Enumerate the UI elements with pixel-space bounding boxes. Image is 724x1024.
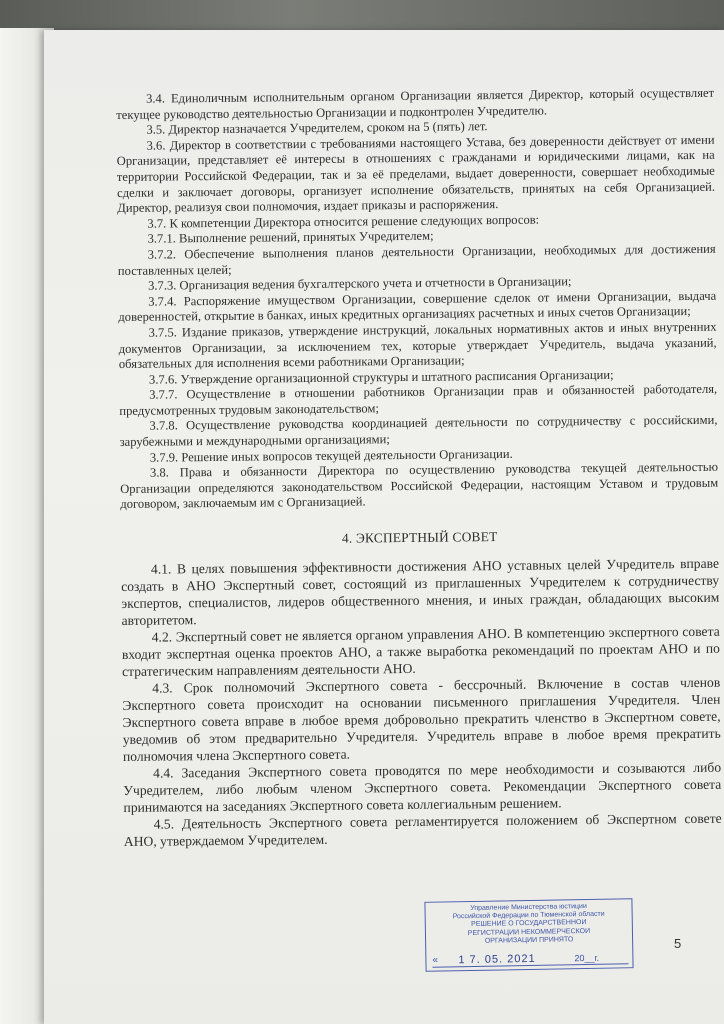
paragraph-4-4: 4.4. Заседания Экспертного совета проводятся по мере необходимости и созываются либо Учредителем, либо любым членом Экспертного совета. Рекомендации Экспертного совета принимаются на заседаниях Экспертного совета коллегиальным решением.	[123, 759, 722, 815]
document-page	[44, 30, 724, 1024]
paragraph-3-6: 3.6. Директор в соответствии с требованиями настоящего Устава, без доверенности действует от имени Организации, представляет её интересы в отношениях с гражданами и юридическими лицами, как на территории Российской Федерации, так и за её пределами, выдает доверенности, совершает необходимые сделки и заключает договоры, организует исполнение обязательств, принятых на себя Организацией. Директор, реализуя свои полномочия, издает приказы и распоряжения.	[116, 132, 716, 216]
stamp-line-2: Российской Федерации по Тюменской области	[452, 910, 605, 921]
section-3-paragraphs	[116, 86, 718, 513]
paragraph-3-7-5: 3.7.5. Издание приказов, утверждение инструкций, локальных нормативных актов и иных внутренних документов Организации, за исключением тех, которые утверждает Учредитель, выдача указаний, обязательных для исполнения всеми работниками Организации;	[118, 319, 717, 372]
paragraph-3-7-8: 3.7.8. Осуществление руководства координацией деятельности по сотрудничеству с российскими, зарубежными и международными организациями;	[119, 413, 718, 450]
stamp-year-suffix: 20__г.	[574, 952, 600, 964]
paragraph-3-7-2: 3.7.2. Обеспечение выполнения планов деятельности Организации, необходимых для достижения поставленных целей;	[117, 241, 716, 278]
stamp-date-quote: «	[432, 954, 439, 966]
paragraph-4-5: 4.5. Деятельность Экспертного совета регламентируется положением об Экспертном совете АНО, утверждаемом Учредителем.	[123, 810, 722, 849]
stamp-date-value: 1 7. 05. 2021	[458, 952, 536, 967]
paragraph-4-1: 4.1. В целях повышения эффективности достижения АНО уставных целей Учредитель вправе создать в АНО Экспертный совет, состоящий из приглашенных Учредителем к сотрудничеству экспертов, специалистов, лидеров общественного мнения, и иных граждан, обладающих высоким авторитетом.	[121, 555, 720, 628]
stamp-line-1: Управление Министерства юстиции	[470, 902, 587, 913]
page-number: 5	[674, 936, 682, 951]
paragraph-3-4: 3.4. Единоличным исполнительным органом Организации является Директор, который осуществляет текущее руководство деятельностью Организации и подконтролен Учредителю.	[116, 85, 715, 122]
paragraph-3-7-3: 3.7.3. Организация ведения бухгалтерского учета и отчетности в Организации;	[147, 274, 572, 293]
paragraph-3-8: 3.8. Права и обязанности Директора по осуществлению руководства текущей деятельностью Организации определяются законодательством Российской Федерации, настоящим Уставом и трудовым договором, заключаемым им с Организацией.	[120, 459, 719, 512]
paragraph-3-7-4: 3.7.4. Распоряжение имуществом Организации, совершение сделок от имени Организации, выдача доверенностей, открытие в банках, иных кредитных организациях расчетных и иных счетов Организации;	[118, 288, 717, 325]
stamp-line-4: РЕГИСТРАЦИИ НЕКОММЕРЧЕСКОЙ	[467, 927, 591, 937]
paragraph-3-7-1: 3.7.1. Выполнение решений, принятых Учредителем;	[147, 229, 434, 247]
paragraph-4-3: 4.3. Срок полномочий Экспертного совета - бессрочный. Включение в состав членов Экспертного совета происходит на основании письменного приглашения Учредителя. Член Экспертного совета вправе в любое время добровольно прекратить членство в Экспертном совете, уведомив об этом предварительно Учредителя. Учредитель вправе в любое время прекратить полномочия члена Экспертного совета.	[122, 674, 721, 764]
registration-stamp	[424, 898, 633, 972]
stamp-line-5: ОРГАНИЗАЦИИ ПРИНЯТО	[484, 936, 574, 945]
document-body	[116, 86, 722, 850]
paragraph-4-2: 4.2. Экспертный совет не является органом управления АНО. В компетенцию экспертного совета входит экспертная оценка проектов АНО, а также выработка рекомендаций по проектам АНО и по стратегическим направлениям деятельности АНО.	[121, 623, 720, 679]
paragraph-3-7: 3.7. К компетенции Директора относится решение следующих вопросов:	[147, 212, 540, 231]
paragraph-3-7-9: 3.7.9. Решение иных вопросов текущей деятельности Организации.	[149, 446, 513, 465]
stamp-line-3: РЕШЕНИЕ О ГОСУДАРСТВЕННОЙ	[471, 919, 587, 929]
section-4-paragraphs	[121, 554, 722, 849]
section-4-heading: 4. ЭКСПЕРТНЫЙ СОВЕТ	[341, 529, 498, 546]
paragraph-3-5: 3.5. Директор назначается Учредителем, сроком на 5 (пять) лет.	[146, 119, 488, 137]
paragraph-3-7-6: 3.7.6. Утверждение организационной структуры и штатного расписания Организации;	[148, 367, 614, 387]
paragraph-3-7-7: 3.7.7. Осуществление в отношении работников Организации прав и обязанностей работодателя, предусмотренных трудовым законодательством;	[119, 382, 718, 418]
stamp-date-row	[432, 951, 628, 967]
